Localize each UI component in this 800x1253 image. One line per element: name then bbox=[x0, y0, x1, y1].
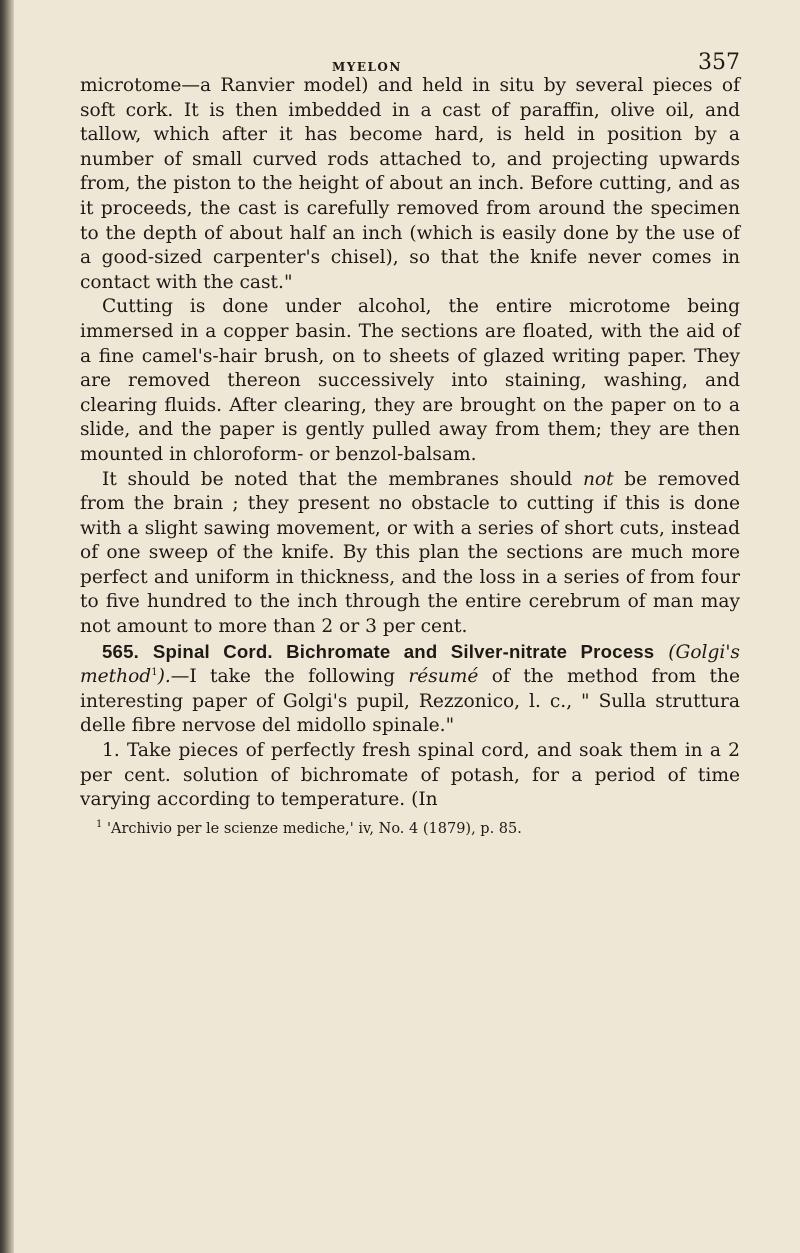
footnote-text: 'Archivio per le scienze mediche,' iv, No. 4 (1879), p. 85. bbox=[102, 820, 522, 837]
method-label: (Golgi's method bbox=[80, 641, 740, 688]
section-text-a: —I take the following bbox=[170, 666, 409, 688]
emphasis-not: not bbox=[582, 468, 614, 490]
book-page bbox=[80, 40, 740, 853]
paragraph-membranes bbox=[80, 468, 740, 640]
paragraph-microtome: microtome—a Ranvier model) and held in situ by several pieces of soft cork. It is then imbedded in a cast of paraffin, olive oil, and tallow, which after it has become hard, is held in position by a number of small curved rods attached to, and projecting upwards from, the piston to the height of about an inch. Before cutting, and as it proceeds, the cast is carefully removed from around the specimen to the depth of about half an inch (which is easily done by the use of a good-sized carpenter's chisel), so that the knife never comes in contact with the cast." bbox=[80, 75, 740, 293]
footnote bbox=[80, 819, 740, 839]
running-head bbox=[80, 40, 740, 74]
footnote-reference: 1 bbox=[151, 667, 158, 679]
paragraph-membranes-text-a: It should be noted that the membranes should bbox=[102, 468, 583, 490]
instruction-item-1: 1. Take pieces of perfectly fresh spinal cord, and soak them in a 2 per cent. solution of bichromate of potash, for a period of time varying according to temperature. (In bbox=[80, 740, 740, 811]
body-text bbox=[80, 74, 740, 839]
page-number: 357 bbox=[698, 50, 740, 75]
resume-word: résumé bbox=[408, 666, 479, 688]
page-binding-edge bbox=[0, 0, 14, 1253]
section-text-b: of the method from the interesting paper of Golgi's pupil, Rezzonico, l. c., " Sulla struttura delle fibre nervose del midollo spinale." bbox=[80, 666, 740, 737]
method-close: ). bbox=[157, 666, 171, 688]
section-title: Spinal Cord. Bichromate and Silver-nitrate Process bbox=[152, 640, 655, 662]
section-number: 565. bbox=[102, 640, 139, 662]
footnote-marker: 1 bbox=[96, 818, 103, 830]
section-565 bbox=[80, 640, 740, 739]
running-title: MYELON bbox=[332, 60, 402, 74]
paragraph-cutting: Cutting is done under alcohol, the entire microtome being immersed in a copper basin. The sections are floated, with the aid of a fine camel's-hair brush, on to sheets of glazed writing paper. They are removed thereon successively into staining, washing, and clearing fluids. After clearing, they are brought on the paper on to a slide, and the paper is gently pulled away from them; they are then mounted in chloroform- or benzol-balsam. bbox=[80, 296, 740, 465]
paragraph-membranes-text-b: be removed from the brain ; they present no obstacle to cutting if this is done with a slight sawing movement, or with a series of short cuts, instead of one sweep of the knife. By this plan the sections are much more perfect and uniform in thickness, and the loss in a series of from four to five hundred to the inch through the entire cerebrum of man may not amount to more than 2 or 3 per cent. bbox=[80, 468, 740, 638]
